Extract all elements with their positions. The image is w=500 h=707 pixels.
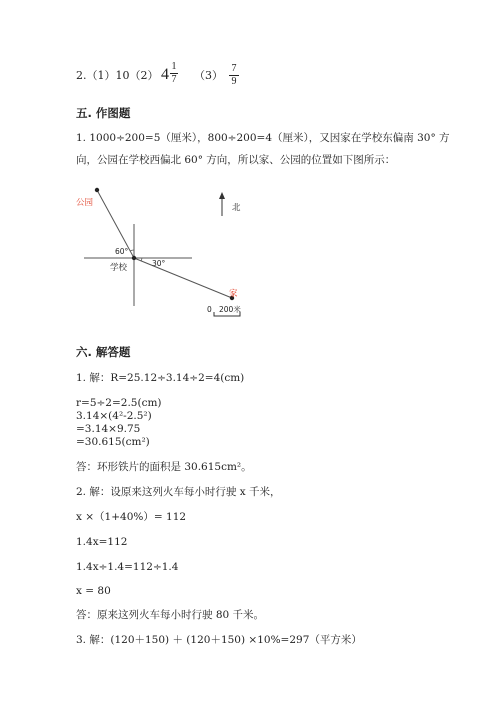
school-point bbox=[132, 256, 136, 260]
mixed-number-whole: 4 bbox=[161, 66, 169, 83]
q1-line-5: =30.615(cm²) bbox=[76, 436, 150, 448]
q2-line-5: x = 80 bbox=[76, 585, 111, 597]
park-point bbox=[95, 188, 99, 192]
q1-line-4: =3.14×9.75 bbox=[76, 423, 141, 435]
q1-answer: 答：环形铁片的面积是 30.615cm²。 bbox=[76, 461, 252, 473]
position-diagram bbox=[76, 186, 276, 321]
scale-zero-label: 0 bbox=[207, 305, 212, 314]
school-to-home-line bbox=[134, 258, 232, 298]
home-label: 家 bbox=[229, 289, 238, 299]
fraction-denominator: 9 bbox=[231, 76, 237, 87]
scale-distance-label: 200米 bbox=[219, 305, 241, 314]
answer-line-2 bbox=[76, 69, 159, 83]
fraction-seven-ninths bbox=[229, 64, 239, 87]
q1-line-1: 1. 解：R=25.12÷3.14÷2=4(cm) bbox=[76, 372, 245, 384]
park-label: 公园 bbox=[76, 198, 94, 208]
answer-2-prefix: 2.（1）10（2） bbox=[76, 69, 159, 82]
angle-60-label: 60° bbox=[115, 247, 129, 256]
angle-30-label: 30° bbox=[152, 259, 166, 268]
answer-2-part3: （3） bbox=[194, 69, 223, 82]
fraction-numerator: 7 bbox=[231, 63, 237, 74]
q2-line-4: 1.4x÷1.4=112÷1.4 bbox=[76, 561, 179, 573]
section-5-heading: 五. 作图题 bbox=[76, 106, 131, 120]
q1-line-2: r=5÷2=2.5(cm) bbox=[76, 397, 162, 409]
section-5-line-2: 向，公园在学校西偏北 60° 方向，所以家、公园的位置如下图所示： bbox=[76, 154, 396, 166]
section-6-heading: 六. 解答题 bbox=[76, 345, 131, 359]
school-label: 学校 bbox=[110, 263, 128, 273]
q2-line-2: x ×（1+40%）= 112 bbox=[76, 511, 187, 523]
north-label: 北 bbox=[232, 203, 241, 213]
q2-line-3: 1.4x=112 bbox=[76, 536, 128, 548]
mixed-fraction-numerator: 1 bbox=[171, 61, 177, 72]
q2-line-1: 2. 解：设原来这列火车每小时行驶 x 千米， bbox=[76, 486, 281, 498]
q2-answer: 答：原来这列火车每小时行驶 80 千米。 bbox=[76, 609, 265, 621]
mixed-fraction-denominator: 7 bbox=[171, 74, 177, 85]
mixed-number-fraction bbox=[170, 62, 178, 85]
section-5-line-1: 1. 1000÷200=5（厘米），800÷200=4（厘米），又因家在学校东偏南 30° 方 bbox=[76, 132, 450, 144]
q3-line-1: 3. 解：(120＋150) ＋ (120＋150) ×10%=297（平方米） bbox=[76, 634, 362, 646]
q1-line-3: 3.14×(4²-2.5²) bbox=[76, 410, 152, 422]
north-arrow-icon bbox=[219, 192, 225, 199]
angle-60-arc bbox=[130, 250, 134, 251]
